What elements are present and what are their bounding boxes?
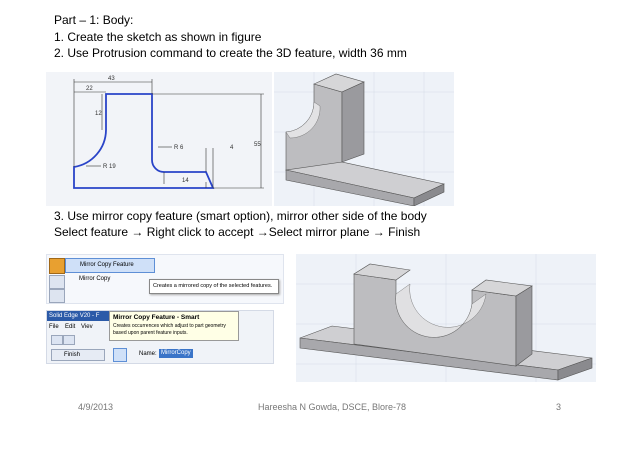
sketch-profile [74,94,213,188]
open-file-icon[interactable] [63,335,75,345]
dim-14: 14 [182,178,189,184]
model-view-body [274,72,454,206]
step-icon[interactable] [113,348,127,362]
menu-file[interactable]: File [49,324,59,330]
model-view-mirrored [296,254,596,382]
smart-toolbar-screenshot [46,310,274,364]
name-input-value: MirrorCopy [161,350,191,356]
pattern-icon[interactable] [49,289,65,303]
feature-tooltip-desc-2: based upon parent feature inputs. [113,330,188,336]
dim-43: 43 [108,76,115,82]
name-label: Name: [139,351,157,357]
name-input[interactable] [159,349,193,358]
app-title: Solid Edge V20 - F [49,313,100,319]
dim-55: 55 [254,142,261,148]
dim-12: 12 [95,111,102,117]
menu-item-mirror-copy[interactable] [65,273,153,286]
mirror-menu-screenshot [46,254,284,304]
footer-page-number: 3 [556,402,562,412]
menu-edit[interactable]: Edit [65,324,76,330]
mirror-feature-icon[interactable] [49,258,65,274]
menu-item-mirror-copy-feature-label: Mirror Copy Feature [80,262,134,268]
menu-item-mirror-copy-feature[interactable] [65,258,155,273]
app-title-bar [47,311,109,321]
footer-author: Hareesha N Gowda, DSCE, Blore-78 [258,402,407,412]
footer-date: 4/9/2013 [78,402,114,412]
finish-button-label: Finish [64,352,81,358]
menu-view[interactable]: Viev [81,324,93,330]
body-3d-model [274,72,454,206]
step-1-text: 1. Create the sketch as shown in figure [54,30,262,44]
tooltip [149,279,279,294]
radius-19-label: R 19 [103,164,116,170]
sketch-drawing [46,72,272,206]
sketch-panel [46,72,272,206]
tooltip-text: Creates a mirrored copy of the selected features. [153,283,273,289]
step-3-text: 3. Use mirror copy feature (smart option), mirror other side of the body [54,209,427,223]
feature-tooltip-desc-1: Creates occurrences which adjust to part geometry [113,323,226,329]
dim-4: 4 [230,145,234,151]
finish-button[interactable] [51,349,105,361]
mirrored-body-3d-model [296,254,596,382]
menu-item-mirror-copy-label: Mirror Copy [79,276,111,282]
step-4-text: Select feature → Right click to accept →Select mirror plane → Finish [54,225,421,239]
radius-6-label: R 6 [174,145,184,151]
feature-tooltip-title: Mirror Copy Feature - Smart [113,314,200,321]
step-2-text: 2. Use Protrusion command to create the 3D feature, width 36 mm [54,46,407,60]
slide-heading: Part – 1: Body: [54,13,134,27]
mirror-copy-icon[interactable] [49,275,65,289]
feature-tooltip [109,311,239,341]
new-file-icon[interactable] [51,335,63,345]
dim-22: 22 [86,86,93,92]
